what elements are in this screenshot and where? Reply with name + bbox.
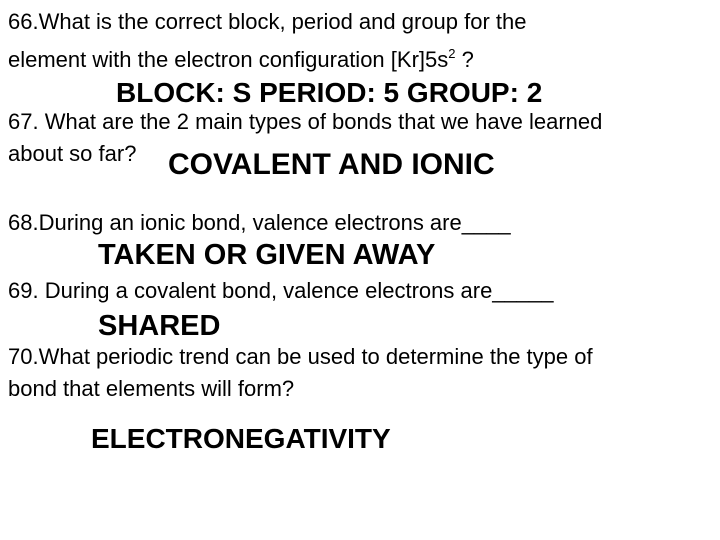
question-68: 68.During an ionic bond, valence electrons are____: [8, 210, 511, 235]
question-69: 69. During a covalent bond, valence electrons are_____: [8, 278, 554, 303]
question-70-line-1: 70.What periodic trend can be used to determine the type of: [8, 344, 593, 369]
question-66-config: element with the electron configuration [Kr]5s: [8, 47, 449, 72]
question-70-line-2: bond that elements will form?: [8, 376, 295, 401]
question-66-line-1: 66.What is the correct block, period and group for the: [8, 9, 527, 34]
question-67-line-1: 67. What are the 2 main types of bonds that we have learned: [8, 109, 603, 134]
answer-68: TAKEN OR GIVEN AWAY: [98, 239, 436, 271]
question-66-superscript: 2: [448, 46, 456, 61]
answer-69: SHARED: [98, 310, 221, 342]
question-67-line-2: about so far?: [8, 141, 137, 166]
answer-66: BLOCK: S PERIOD: 5 GROUP: 2: [116, 77, 543, 108]
question-66-suffix: ?: [455, 47, 474, 72]
question-66-line-2: [8, 39, 474, 75]
answer-67: COVALENT AND IONIC: [168, 148, 495, 181]
answer-70: ELECTRONEGATIVITY: [91, 423, 391, 454]
